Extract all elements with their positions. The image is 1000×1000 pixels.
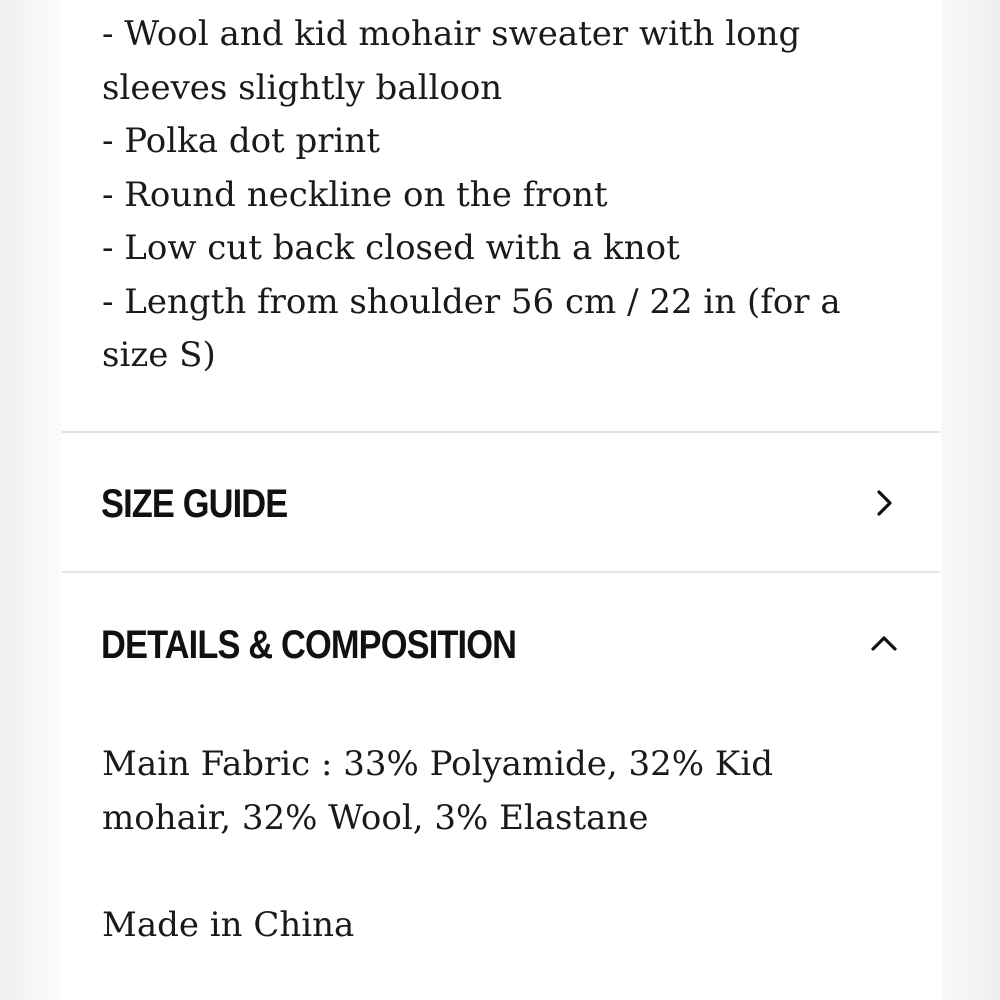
product-info-panel xyxy=(62,0,940,1000)
details-composition-accordion[interactable] xyxy=(62,573,940,711)
description-line: - Wool and kid mohair sweater with long xyxy=(102,14,801,54)
description-line: - Length from shoulder 56 cm / 22 in (for a xyxy=(102,281,841,322)
composition-text xyxy=(102,738,902,845)
size-guide-accordion[interactable] xyxy=(62,433,940,571)
composition-line: Main Fabric : 33% Polyamide, 32% Kid xyxy=(102,744,773,784)
details-composition-title: DETAILS & COMPOSITION xyxy=(101,623,517,667)
description-line: - Polka dot print xyxy=(102,121,380,161)
description-line: - Round neckline on the front xyxy=(102,174,608,215)
description-line: sleeves slightly balloon xyxy=(102,67,503,108)
description-line: - Low cut back closed with a knot xyxy=(102,228,680,268)
chevron-right-icon[interactable] xyxy=(866,485,902,521)
product-description xyxy=(102,8,902,383)
size-guide-title: SIZE GUIDE xyxy=(101,482,288,526)
description-line: size S) xyxy=(102,335,216,375)
composition-line: mohair, 32% Wool, 3% Elastane xyxy=(102,797,649,838)
origin-text xyxy=(102,899,902,953)
chevron-up-icon[interactable] xyxy=(866,626,902,662)
made-in-label: Made in China xyxy=(102,905,355,945)
